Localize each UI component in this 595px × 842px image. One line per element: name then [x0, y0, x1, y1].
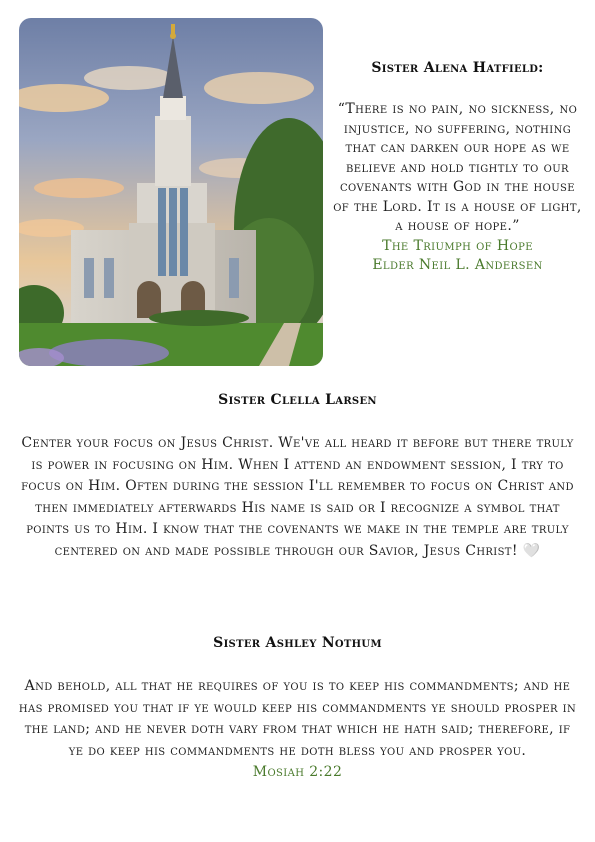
source-author: Elder Neil L. Andersen: [372, 257, 543, 273]
quote-block-1: [330, 60, 585, 276]
speaker-name: Sister Ashley Nothum: [213, 635, 382, 651]
testimony-text: [18, 433, 577, 562]
testimony-body: Center your focus on Jesus Christ. We've all heard it before but there truly is power in focusing on Him. When I attend an endowment session, I try to focus on Him. Often during the session I'll remember to focus on Christ and then immediately afterwards His name is said or I recognize a symbol that points us to Him. I know that the covenants we make in the temple are truly centered on and made possible through our Savior, Jesus Christ!: [21, 435, 574, 559]
scripture-reference: Mosiah 2:22: [252, 764, 343, 780]
quote-text: [330, 100, 585, 237]
white-heart-icon: 🤍: [522, 542, 541, 559]
speaker-name: Sister Alena Hatfield:: [371, 60, 544, 76]
testimony-block-2: [18, 392, 577, 562]
quote-body: “There is no pain, no sickness, no injustice, no suffering, nothing that can darken our hope as we believe and hold tightly to our covenants with God in the house of the Lord. It is a house of light, a house of hope.”: [333, 101, 582, 234]
scripture-body: And behold, all that he requires of you is to keep his commandments; and he has promised you that if ye would keep his commandments ye should prosper in the land; and he never doth vary from that which he hath said; therefore, if ye do keep his commandments he doth bless you and prosper you.: [18, 678, 577, 759]
speaker-name: Sister Clella Larsen: [218, 392, 377, 408]
scripture-text: [18, 676, 577, 762]
temple-photo: [19, 18, 323, 366]
scripture-block-3: [18, 635, 577, 784]
source-title: The Triumph of Hope: [382, 237, 533, 254]
